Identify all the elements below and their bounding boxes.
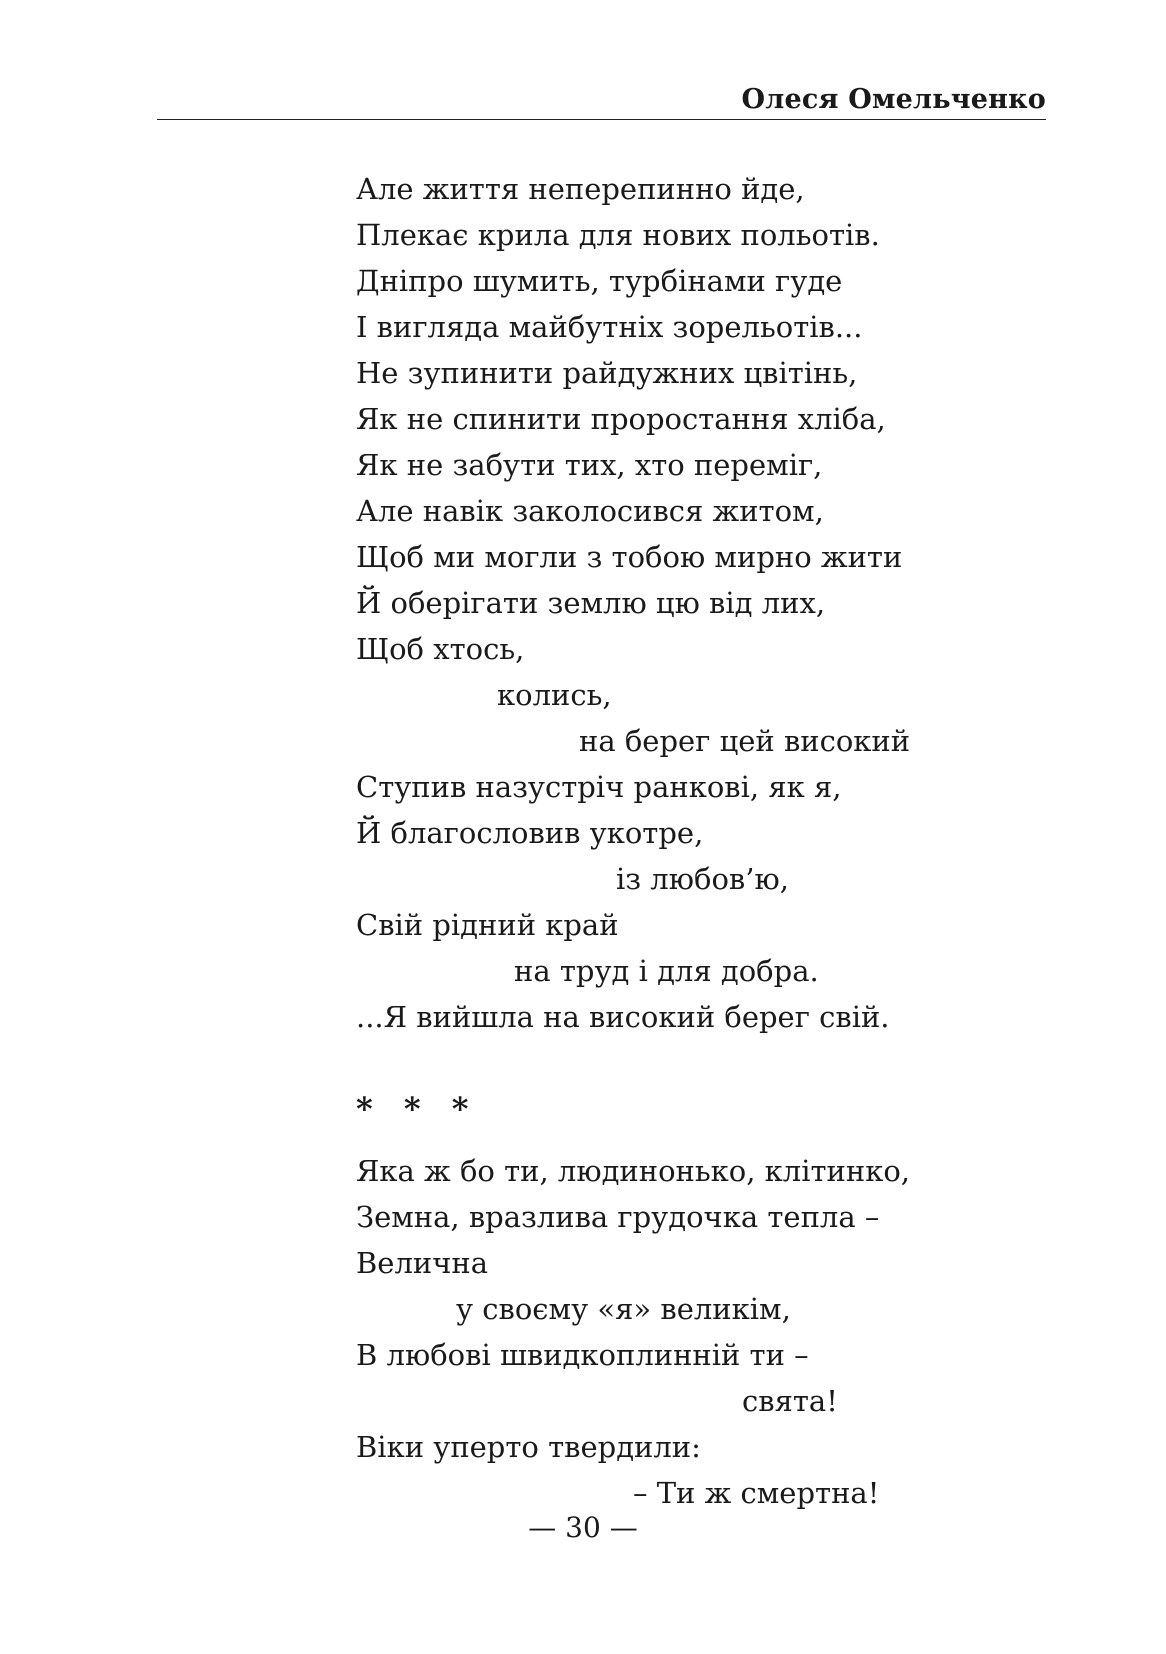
stanza-gap (356, 1040, 910, 1086)
poem-line-indented: із любов’ю, (616, 862, 789, 896)
poem-line: Й благословив укотре, (356, 816, 704, 850)
poem-text (356, 166, 910, 1516)
poem-line-indented: свята! (742, 1384, 838, 1418)
poem-line: Плекає крила для нових польотів. (356, 218, 880, 252)
poem-line-indented: – Ти ж смертна! (633, 1476, 880, 1510)
poem-line: Яка ж бо ти, людинонько, клітинко, (356, 1154, 911, 1188)
poem-line: Щоб ми могли з тобою мирно жити (356, 540, 903, 574)
page-number: — 30 — (528, 1511, 638, 1544)
running-header-author: Олеся Омельченко (741, 84, 1046, 115)
poem-line: Віки уперто твердили: (356, 1430, 701, 1464)
section-separator-asterisks: * * * (356, 1090, 479, 1128)
poem-line: Дніпро шумить, турбінами гуде (356, 264, 843, 298)
poem-line: Але навік заколосився житом, (356, 494, 824, 528)
poem-line-indented: у своєму «я» великім, (456, 1292, 791, 1326)
poem-line: ...Я вийшла на високий берег свій. (356, 1000, 890, 1034)
poem-line: Але життя неперепинно йде, (356, 172, 805, 206)
poem-line: Земна, вразлива грудочка тепла – (356, 1200, 880, 1234)
header-divider (157, 119, 1046, 120)
poem-line: Свій рідний край (356, 908, 619, 942)
poem-line: Велична (356, 1246, 489, 1280)
poem-line: Ступив назустріч ранкові, як я, (356, 770, 842, 804)
poem-line: Як не забути тих, хто переміг, (356, 448, 823, 482)
poem-line: І вигляда майбутніх зорельотів... (356, 310, 863, 344)
stanza-gap (356, 1132, 910, 1148)
poem-line-indented: на труд і для добра. (514, 954, 819, 988)
poem-line: Щоб хтось, (356, 632, 525, 666)
poem-line: Як не спинити проростання хліба, (356, 402, 886, 436)
poem-line: Не зупинити райдужних цвітінь, (356, 356, 858, 390)
poem-line-indented: колись, (497, 678, 612, 712)
poem-line: Й оберігати землю цю від лих, (356, 586, 826, 620)
poem-line-indented: на берег цей високий (579, 724, 911, 758)
poem-line: В любові швидкоплинній ти – (356, 1338, 809, 1372)
